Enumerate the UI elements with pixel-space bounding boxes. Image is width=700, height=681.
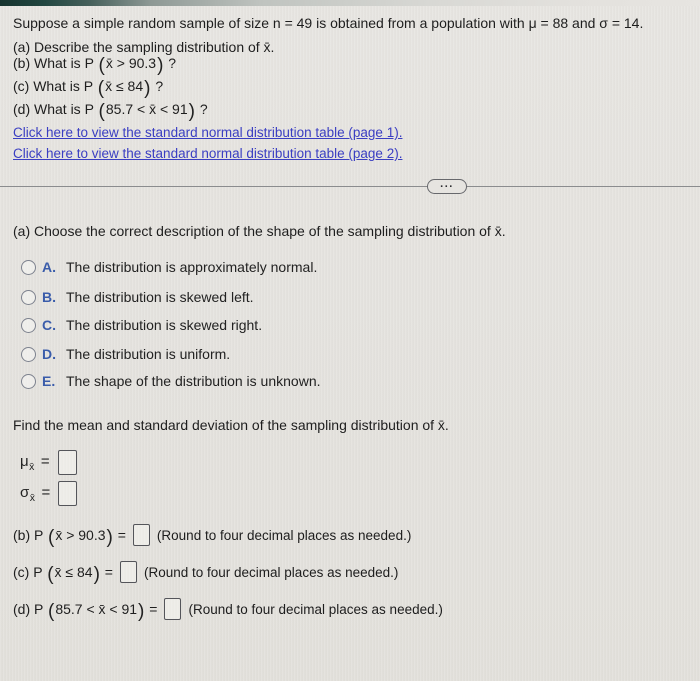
sigma-equals: = [41, 484, 51, 502]
part-d-expression: 85.7 < x̄ < 91 [105, 101, 188, 117]
choice-prompt: (a) Choose the correct description of the shape of the sampling distribution of x̄. [13, 223, 506, 239]
answer-b-equals: = [117, 527, 126, 544]
radio-option-b[interactable] [21, 290, 36, 305]
answer-d-prefix: (d) P [13, 601, 47, 618]
answer-b-expression: x̄ > 90.3 [55, 527, 106, 544]
close-paren: ) [157, 55, 164, 76]
part-b-suffix: ? [164, 55, 177, 71]
answer-c-input[interactable] [120, 561, 137, 583]
part-d-prefix: (d) What is P [13, 101, 98, 117]
sigma-answer-input[interactable] [58, 481, 77, 506]
sigma-row [20, 481, 77, 511]
part-b-expression: x̄ > 90.3 [105, 55, 157, 71]
answer-c-note: (Round to four decimal places as needed.) [143, 565, 399, 581]
answer-row-d [13, 598, 693, 623]
open-paren: ( [47, 527, 55, 549]
mu-subscript: x̄ [29, 461, 35, 474]
close-paren: ) [188, 101, 195, 122]
option-row-b [0, 289, 700, 309]
open-paren: ( [47, 601, 55, 623]
close-paren: ) [106, 527, 113, 549]
option-c-text: The distribution is skewed right. [66, 317, 263, 333]
mu-row [20, 450, 77, 480]
option-c-letter: C. [42, 317, 56, 333]
part-b-prefix: (b) What is P [13, 55, 98, 71]
open-paren: ( [98, 101, 105, 122]
answer-b-prefix: (b) P [13, 527, 47, 544]
section-divider [0, 186, 700, 187]
open-paren: ( [98, 55, 105, 76]
answer-c-prefix: (c) P [13, 564, 47, 581]
option-row-e [0, 373, 700, 393]
option-a-text: The distribution is approximately normal. [66, 259, 318, 275]
problem-intro: Suppose a simple random sample of size n = 49 is obtained from a population with μ = 88 and σ = 14. [13, 15, 644, 31]
answer-c-equals: = [104, 564, 113, 581]
open-paren: ( [97, 78, 105, 99]
sigma-subscript: x̄ [29, 492, 36, 505]
answer-b-note: (Round to four decimal places as needed.) [156, 528, 412, 544]
answer-row-c [13, 561, 693, 586]
open-paren: ( [47, 564, 54, 586]
option-b-letter: B. [42, 289, 56, 305]
radio-option-d[interactable] [21, 347, 36, 362]
option-e-letter: E. [42, 373, 56, 389]
part-c-prefix: (c) What is P [13, 78, 97, 94]
mu-equals: = [40, 453, 50, 471]
answer-b-input[interactable] [133, 524, 150, 546]
answer-c-expression: x̄ ≤ 84 [54, 564, 93, 581]
mu-symbol: $\mu_{x̄}$ [20, 453, 35, 474]
option-d-text: The distribution is uniform. [66, 346, 231, 362]
close-paren: ) [144, 78, 151, 99]
radio-option-c[interactable] [21, 318, 36, 333]
option-row-c [0, 317, 700, 337]
option-a-letter: A. [42, 259, 56, 275]
mu-answer-input[interactable] [58, 450, 77, 475]
option-row-d [0, 346, 700, 366]
problem-part-d [13, 99, 208, 122]
part-d-suffix: ? [195, 101, 208, 117]
close-paren: ) [93, 564, 100, 586]
answer-d-note: (Round to four decimal places as needed.) [188, 602, 443, 618]
option-row-a [0, 259, 700, 279]
close-paren: ) [138, 601, 145, 623]
answer-d-equals: = [149, 601, 158, 618]
normal-table-link-page2[interactable]: Click here to view the standard normal distribution table (page 2). [13, 146, 403, 161]
stats-prompt: Find the mean and standard deviation of the sampling distribution of x̄. [13, 417, 449, 433]
problem-part-c [13, 76, 163, 99]
problem-part-a: (a) Describe the sampling distribution of x̄. [13, 39, 275, 55]
part-c-expression: x̄ ≤ 84 [105, 78, 144, 94]
top-toolbar-sliver [0, 0, 700, 6]
answer-d-expression: 85.7 < x̄ < 91 [55, 601, 138, 618]
answer-row-b [13, 524, 693, 549]
sigma-symbol: $\sigma_{x̄}$ [20, 484, 36, 505]
radio-option-a[interactable] [21, 260, 36, 275]
option-e-text: The shape of the distribution is unknown. [66, 373, 321, 389]
ellipsis-icon: ... [440, 178, 454, 190]
normal-table-link-page1[interactable]: Click here to view the standard normal distribution table (page 1). [13, 125, 403, 140]
part-c-suffix: ? [151, 78, 164, 94]
ellipsis-expander-button[interactable] [427, 179, 467, 194]
option-d-letter: D. [42, 346, 56, 362]
answer-d-input[interactable] [164, 598, 181, 620]
radio-option-e[interactable] [21, 374, 36, 389]
problem-part-b [13, 53, 176, 76]
option-b-text: The distribution is skewed left. [66, 289, 254, 305]
